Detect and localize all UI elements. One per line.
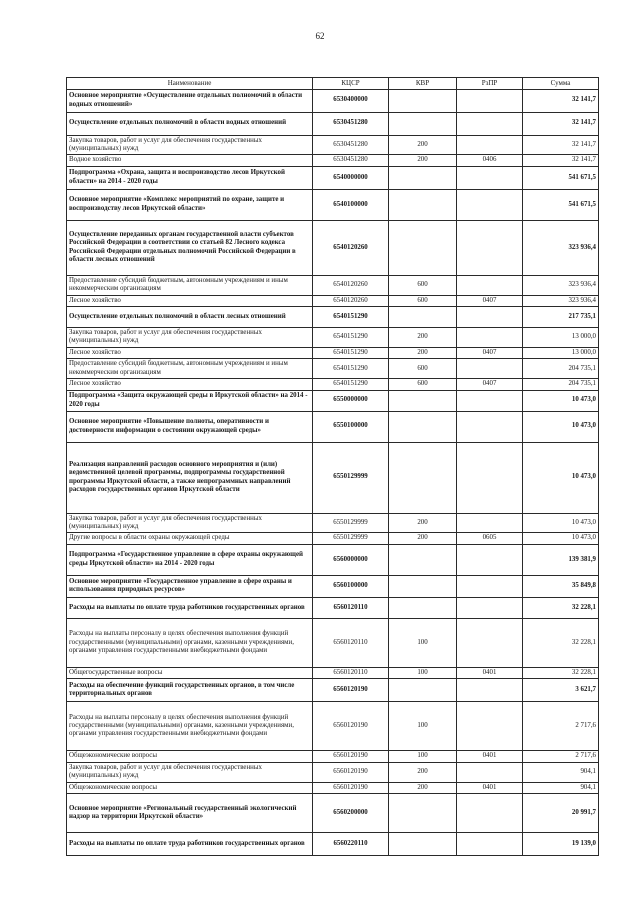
- cell-kcsr: 6560220110: [313, 832, 389, 855]
- budget-table: [66, 77, 599, 856]
- cell-rzpr: [457, 112, 523, 135]
- cell-rzpr: [457, 275, 523, 295]
- cell-kcsr: 6560120190: [313, 762, 389, 782]
- cell-kcsr: 6560120110: [313, 667, 389, 678]
- cell-kvr: 100: [389, 702, 457, 751]
- cell-sum: 13 000,0: [523, 328, 599, 348]
- table-row: [67, 307, 599, 328]
- cell-name: Основное мероприятие «Государственное управление в сфере охраны и использования природных ресурсов»: [67, 575, 313, 597]
- cell-sum: 32 141,7: [523, 112, 599, 135]
- cell-name: Реализация направлений расходов основного мероприятия и (или) ведомственной целевой программы, подпрограммы государственной программы Иркутской области, а также непрограммных направлений расходов государственных органов Иркутской области: [67, 442, 313, 513]
- cell-name: Осуществление отдельных полномочий в области лесных отношений: [67, 307, 313, 328]
- table-row: [67, 390, 599, 411]
- cell-sum: 541 671,5: [523, 189, 599, 220]
- cell-sum: 323 936,4: [523, 220, 599, 275]
- cell-rzpr: 0406: [457, 155, 523, 166]
- cell-sum: 541 671,5: [523, 166, 599, 189]
- cell-kvr: 200: [389, 155, 457, 166]
- cell-kcsr: 6540000000: [313, 166, 389, 189]
- cell-kcsr: 6560200000: [313, 793, 389, 832]
- table-row: [67, 679, 599, 702]
- cell-rzpr: [457, 411, 523, 442]
- cell-kcsr: 6550000000: [313, 390, 389, 411]
- cell-name: Лесное хозяйство: [67, 295, 313, 306]
- table-row: [67, 793, 599, 832]
- cell-kvr: [389, 544, 457, 575]
- cell-rzpr: [457, 702, 523, 751]
- cell-name: Осуществление переданных органам государственной власти субъектов Российской Федерации в соответствии со статьей 82 Лесного кодекса Российской Федерации отдельных полномочий Российской Федерации в области лесных отношений: [67, 220, 313, 275]
- cell-name: Основное мероприятие «Осуществление отдельных полномочий в области водных отношений»: [67, 89, 313, 112]
- cell-kcsr: 6560120190: [313, 782, 389, 793]
- table-row: [67, 751, 599, 762]
- cell-rzpr: [457, 359, 523, 379]
- column-header-kcsr: КЦСР: [313, 78, 389, 90]
- cell-rzpr: [457, 328, 523, 348]
- cell-kcsr: 6560120190: [313, 751, 389, 762]
- cell-name: Общеэкономические вопросы: [67, 782, 313, 793]
- cell-kvr: [389, 793, 457, 832]
- cell-kcsr: 6560120110: [313, 597, 389, 618]
- cell-sum: 10 473,0: [523, 411, 599, 442]
- cell-kcsr: 6530400000: [313, 89, 389, 112]
- table-row: [67, 411, 599, 442]
- cell-rzpr: [457, 679, 523, 702]
- cell-name: Лесное хозяйство: [67, 347, 313, 358]
- cell-kvr: 600: [389, 295, 457, 306]
- cell-kvr: [389, 442, 457, 513]
- cell-name: Расходы на выплаты по оплате труда работников государственных органов: [67, 597, 313, 618]
- cell-name: Подпрограмма «Охрана, защита и воспроизводство лесов Иркутской области» на 2014 - 2020 годы: [67, 166, 313, 189]
- cell-sum: 323 936,4: [523, 275, 599, 295]
- cell-rzpr: 0407: [457, 379, 523, 390]
- cell-name: Расходы на выплаты персоналу в целях обеспечения выполнения функций государственными (муниципальными) органами, казенными учреждениями, органами управления государственными внебюджетными фондами: [67, 702, 313, 751]
- cell-name: Расходы на выплаты по оплате труда работников государственных органов: [67, 832, 313, 855]
- table-row: [67, 575, 599, 597]
- table-header-row: [67, 78, 599, 90]
- cell-name: Другие вопросы в области охраны окружающей среды: [67, 533, 313, 544]
- cell-sum: 32 141,7: [523, 89, 599, 112]
- cell-rzpr: [457, 832, 523, 855]
- table-row: [67, 762, 599, 782]
- cell-kvr: 200: [389, 135, 457, 155]
- cell-name: Общегосударственные вопросы: [67, 667, 313, 678]
- cell-kcsr: 6550129999: [313, 513, 389, 533]
- cell-sum: 10 473,0: [523, 390, 599, 411]
- cell-rzpr: [457, 618, 523, 667]
- cell-name: Лесное хозяйство: [67, 379, 313, 390]
- cell-sum: 204 735,1: [523, 359, 599, 379]
- cell-sum: 217 735,1: [523, 307, 599, 328]
- table-row: [67, 832, 599, 855]
- table-row: [67, 135, 599, 155]
- table-row: [67, 597, 599, 618]
- cell-rzpr: [457, 307, 523, 328]
- cell-kvr: [389, 307, 457, 328]
- column-header-kvr: КВР: [389, 78, 457, 90]
- cell-sum: 19 139,0: [523, 832, 599, 855]
- cell-kvr: 100: [389, 618, 457, 667]
- table-row: [67, 275, 599, 295]
- cell-kvr: [389, 597, 457, 618]
- column-header-sum: Сумма: [523, 78, 599, 90]
- cell-kvr: 600: [389, 379, 457, 390]
- cell-kcsr: 6540151290: [313, 359, 389, 379]
- cell-name: Общеэкономические вопросы: [67, 751, 313, 762]
- table-row: [67, 513, 599, 533]
- table-row: [67, 328, 599, 348]
- table-row: [67, 155, 599, 166]
- cell-kvr: 600: [389, 359, 457, 379]
- cell-kcsr: 6530451280: [313, 155, 389, 166]
- cell-sum: 13 000,0: [523, 347, 599, 358]
- cell-name: Подпрограмма «Государственное управление в сфере охраны окружающей среды Иркутской области» на 2014 - 2020 годы: [67, 544, 313, 575]
- cell-sum: 10 473,0: [523, 533, 599, 544]
- cell-sum: 3 621,7: [523, 679, 599, 702]
- cell-kcsr: 6530451280: [313, 112, 389, 135]
- cell-sum: 323 936,4: [523, 295, 599, 306]
- cell-name: Водное хозяйство: [67, 155, 313, 166]
- cell-kcsr: 6550100000: [313, 411, 389, 442]
- cell-kcsr: 6540100000: [313, 189, 389, 220]
- cell-kvr: [389, 411, 457, 442]
- cell-name: Закупка товаров, работ и услуг для обеспечения государственных (муниципальных) нужд: [67, 762, 313, 782]
- cell-sum: 20 991,7: [523, 793, 599, 832]
- cell-name: Закупка товаров, работ и услуг для обеспечения государственных (муниципальных) нужд: [67, 328, 313, 348]
- cell-rzpr: [457, 597, 523, 618]
- cell-kvr: [389, 832, 457, 855]
- page-number: 62: [315, 31, 325, 41]
- table-row: [67, 347, 599, 358]
- cell-kcsr: 6560120190: [313, 679, 389, 702]
- cell-kcsr: 6540120260: [313, 295, 389, 306]
- cell-kcsr: 6550129999: [313, 533, 389, 544]
- table-row: [67, 166, 599, 189]
- cell-rzpr: [457, 544, 523, 575]
- cell-kcsr: 6530451280: [313, 135, 389, 155]
- cell-rzpr: [457, 513, 523, 533]
- cell-rzpr: 0401: [457, 751, 523, 762]
- cell-sum: 10 473,0: [523, 513, 599, 533]
- cell-rzpr: 0401: [457, 782, 523, 793]
- cell-kvr: 200: [389, 347, 457, 358]
- table-row: [67, 112, 599, 135]
- cell-rzpr: 0401: [457, 667, 523, 678]
- cell-kvr: [389, 89, 457, 112]
- cell-kcsr: 6540151290: [313, 307, 389, 328]
- cell-name: Осуществление отдельных полномочий в области водных отношений: [67, 112, 313, 135]
- cell-rzpr: [457, 220, 523, 275]
- cell-rzpr: 0407: [457, 347, 523, 358]
- cell-name: Закупка товаров, работ и услуг для обеспечения государственных (муниципальных) нужд: [67, 135, 313, 155]
- cell-sum: 2 717,6: [523, 751, 599, 762]
- cell-rzpr: [457, 166, 523, 189]
- cell-kcsr: 6560120190: [313, 702, 389, 751]
- column-header-rzpr: РзПР: [457, 78, 523, 90]
- cell-name: Расходы на обеспечение функций государственных органов, в том числе территориальных органов: [67, 679, 313, 702]
- table-row: [67, 189, 599, 220]
- table-row: [67, 544, 599, 575]
- cell-name: Основное мероприятие «Региональный государственный экологический надзор на территории Иркутской области»: [67, 793, 313, 832]
- cell-rzpr: [457, 442, 523, 513]
- cell-kvr: [389, 390, 457, 411]
- cell-rzpr: [457, 189, 523, 220]
- cell-kvr: 200: [389, 328, 457, 348]
- cell-sum: 2 717,6: [523, 702, 599, 751]
- cell-rzpr: [457, 89, 523, 112]
- cell-kcsr: 6540120260: [313, 275, 389, 295]
- cell-kvr: [389, 112, 457, 135]
- table-row: [67, 220, 599, 275]
- cell-name: Подпрограмма «Защита окружающей среды в Иркутской области» на 2014 - 2020 годы: [67, 390, 313, 411]
- cell-rzpr: [457, 762, 523, 782]
- cell-kvr: [389, 679, 457, 702]
- cell-kvr: 200: [389, 762, 457, 782]
- cell-rzpr: [457, 793, 523, 832]
- table-row: [67, 295, 599, 306]
- table-row: [67, 89, 599, 112]
- cell-rzpr: 0605: [457, 533, 523, 544]
- cell-name: Закупка товаров, работ и услуг для обеспечения государственных (муниципальных) нужд: [67, 513, 313, 533]
- cell-kvr: 200: [389, 782, 457, 793]
- cell-sum: 904,1: [523, 762, 599, 782]
- table-row: [67, 359, 599, 379]
- cell-name: Расходы на выплаты персоналу в целях обеспечения выполнения функций государственными (муниципальными) органами, казенными учреждениями, органами управления государственными внебюджетными фондами: [67, 618, 313, 667]
- cell-kvr: 100: [389, 667, 457, 678]
- cell-sum: 904,1: [523, 782, 599, 793]
- cell-kcsr: 6560100000: [313, 575, 389, 597]
- cell-rzpr: [457, 390, 523, 411]
- cell-sum: 139 381,9: [523, 544, 599, 575]
- cell-kvr: [389, 220, 457, 275]
- cell-kvr: [389, 575, 457, 597]
- cell-rzpr: [457, 135, 523, 155]
- cell-kvr: 200: [389, 513, 457, 533]
- cell-kcsr: 6540120260: [313, 220, 389, 275]
- cell-rzpr: [457, 575, 523, 597]
- cell-name: Предоставление субсидий бюджетным, автономным учреждениям и иным некоммерческим организациям: [67, 275, 313, 295]
- cell-kcsr: 6540151290: [313, 379, 389, 390]
- cell-kcsr: 6560000000: [313, 544, 389, 575]
- cell-name: Основное мероприятие «Повышение полноты, оперативности и достоверности информации о состоянии окружающей среды»: [67, 411, 313, 442]
- cell-sum: 32 141,7: [523, 135, 599, 155]
- cell-kvr: [389, 189, 457, 220]
- table-row: [67, 782, 599, 793]
- cell-kvr: 600: [389, 275, 457, 295]
- table-row: [67, 442, 599, 513]
- cell-rzpr: 0407: [457, 295, 523, 306]
- cell-sum: 32 228,1: [523, 597, 599, 618]
- cell-sum: 204 735,1: [523, 379, 599, 390]
- cell-sum: 32 228,1: [523, 667, 599, 678]
- cell-kvr: 200: [389, 533, 457, 544]
- cell-kvr: 100: [389, 751, 457, 762]
- cell-sum: 10 473,0: [523, 442, 599, 513]
- column-header-name: Наименование: [67, 78, 313, 90]
- cell-kcsr: 6560120110: [313, 618, 389, 667]
- table-row: [67, 618, 599, 667]
- table-row: [67, 667, 599, 678]
- table-row: [67, 379, 599, 390]
- cell-kcsr: 6550129999: [313, 442, 389, 513]
- cell-sum: 32 141,7: [523, 155, 599, 166]
- cell-kcsr: 6540151290: [313, 328, 389, 348]
- cell-name: Предоставление субсидий бюджетным, автономным учреждениям и иным некоммерческим организациям: [67, 359, 313, 379]
- cell-name: Основное мероприятие «Комплекс мероприятий по охране, защите и воспроизводству лесов Иркутской области»: [67, 189, 313, 220]
- table-body: [67, 89, 599, 855]
- table-row: [67, 702, 599, 751]
- cell-kcsr: 6540151290: [313, 347, 389, 358]
- cell-sum: 32 228,1: [523, 618, 599, 667]
- cell-sum: 35 849,8: [523, 575, 599, 597]
- table-row: [67, 533, 599, 544]
- cell-kvr: [389, 166, 457, 189]
